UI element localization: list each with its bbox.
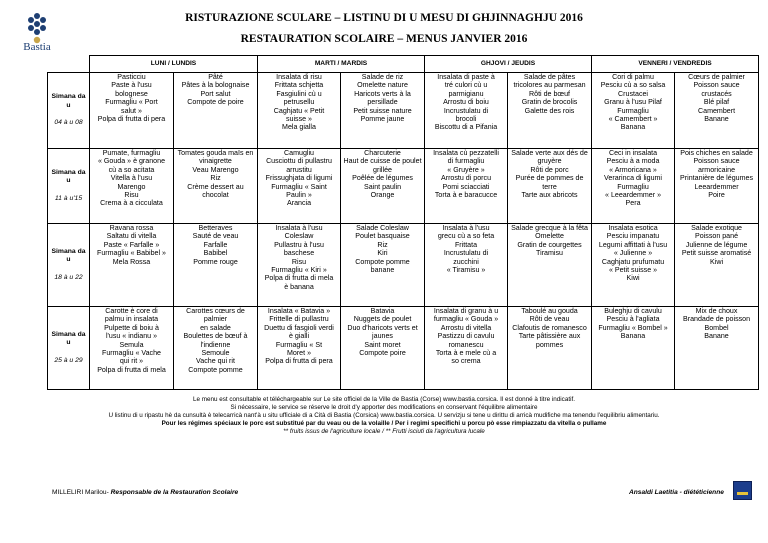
dish-line: Pomme rouge [193,257,238,266]
dish-line: Taboulé au gouda [521,307,578,315]
dish-line: vinaigrette [199,157,232,166]
dish-line: « Gouda » è granone [97,157,166,166]
dish-line: Frittata schjetta [274,81,324,90]
week-dates: 04 à u 08 [54,119,83,127]
dish-line: Semoule [201,349,230,358]
dish-line: Arrostu di porcu [440,174,492,183]
dish-line: Kiwi [626,274,640,283]
week-label: Simana da u [51,168,86,185]
dish-line: Frittata [454,240,478,249]
dish-line: grillée [373,165,392,174]
menu-cell-monday-french [174,307,258,390]
dish-line: Insalata « Batavia » [267,307,331,315]
dish-line: Fasgiulini cù u [276,89,322,98]
dish-line: Semula [119,340,144,349]
dish-line: Pois chiches en salade [680,149,753,157]
dish-line: parmigianu [448,89,484,98]
dish-line: palmu in insalata [104,315,159,324]
logo-text: Bastia [23,41,51,53]
dish-line: armoricaine [698,165,736,174]
dish-line: Carotte è core di [105,307,158,315]
dish-line: è banana [284,282,314,291]
week-row-3 [48,224,759,307]
signature-left-name: MILLELIRI Marilou- [52,489,109,496]
dish-line: Crème dessert au chocolat [187,182,244,200]
menu-cell-friday-french [675,149,759,224]
dish-line: pommes [535,340,564,349]
menu-cell-tuesday-french [341,307,425,390]
page-title-corsican: RISTURAZIONE SCULARE – LISTINU DI U MESU DI GHJINNAGHJU 2016 [185,12,583,24]
dish-line: Carottes cœurs de palmier [186,307,245,324]
dish-line: furmagliu « Gouda » [433,315,499,324]
dish-line: Banana [620,332,646,341]
dish-line: Polpa di frutta di mela [264,274,334,283]
dish-line: Cori di palmu [612,73,654,81]
dish-line: Insalata esotica [608,224,658,232]
dish-line: Saint moret [364,340,401,349]
dish-line: jaunes [372,332,393,341]
column-header-monday: LUNI / LUNDIS [90,56,258,73]
dish-line: Salade exotique [691,224,742,232]
dish-line: Frittelle di pullastru [269,315,329,324]
dish-line: Pesciu à a moda [606,157,660,166]
week-label: Simana da u [51,330,86,347]
dish-line: Kiwi [710,257,724,266]
dish-line: Biscottu di a Pifania [434,123,498,132]
dish-line: Arancia [286,199,312,208]
menu-cell-monday-corsican [90,73,174,149]
menu-cell-thursday-corsican [425,307,508,390]
dish-line: Caghjatu prufumatu [601,257,665,266]
dish-line: Saint paulin [363,182,402,191]
menu-table [47,55,759,390]
dish-line: Arrostu di boiu [443,98,489,107]
dish-line: Granu à l'usu Pilaf [604,98,662,107]
footer-line-3: U listinu di u ripastu hè da cunsultà è telecarricà nant'à u situ ufficiale di a Cità di Bastia (Corsica) www.bastia.corsica. U servizju si tene u dirittu di arricà mudifiche ma tenendu l'equilibriu alimentariu. [108,412,660,419]
dish-line: Nuggets de poulet [353,315,412,324]
week-label-cell [48,73,90,149]
week-label-cell [48,224,90,307]
dish-line: « Leeardemmer » [605,191,662,200]
dish-line: romanescu [448,340,484,349]
dish-line: Haricots verts à la [354,89,411,98]
dish-line: Furmagliu [617,182,649,191]
dish-line: Charcuterie [364,149,401,157]
dish-line: Gratin de brocolis [521,98,578,107]
dish-line: Torta à e mele cù a [435,349,497,358]
dish-line: Insalata à l'usu [275,224,323,232]
week-dates: 18 à u 22 [54,273,83,281]
menu-cell-tuesday-french [341,149,425,224]
dish-line: Banane [704,115,729,124]
menu-cell-friday-corsican [592,73,675,149]
dish-line: Insalata à l'usu [442,224,490,232]
dish-line: grecu cù a so feta [437,232,495,241]
dish-line: Ravana rossa [109,224,154,232]
dish-line: Omelette [535,232,564,241]
dish-line: Vache qui rit [196,357,235,366]
dish-line: Paste à l'usu [111,81,152,90]
dish-line: Pera [625,199,641,208]
menu-cell-thursday-corsican [425,224,508,307]
dish-line: Purée de pommes de [515,174,584,183]
dish-line: suisse » [285,115,313,124]
week-row-1 [48,73,759,149]
menu-cell-tuesday-corsican [258,149,341,224]
dish-line: Batavia [370,307,395,315]
dish-line: Bombel [704,323,729,332]
column-header-friday: VENNERI / VENDREDIS [592,56,759,73]
dish-line: baschese [283,249,315,258]
dish-line: Pullastru à l'usu [274,240,324,249]
dish-line: Furmagliu [617,106,649,115]
dish-line: Arrostu di vitella [440,323,492,332]
dish-line: petrusellu [283,98,315,107]
menu-cell-monday-corsican [90,149,174,224]
dish-line: Legumi affittati à l'usu [598,240,668,249]
dish-line: è gialli [288,332,310,341]
dish-line: Rôti de bœuf [529,89,571,98]
dish-line: Cœurs de palmier [688,73,745,81]
footer-line-1: Le menu est consultable et téléchargeable sur Le site officiel de la Ville de Bastia (Corse) www.bastia.corsica. Il est donné à titre indicatif. [193,396,575,403]
dish-line: Galette des rois [524,106,575,115]
dish-line: Pesciu à l'agliata [606,315,660,324]
dish-line: Salade de pâtes [523,73,576,81]
dish-line: bolognese [115,89,148,98]
quality-label-icon [733,481,752,500]
dish-line: Tarte pâtissière aux [518,332,581,341]
dish-line: Tomates gouda maïs en [177,149,254,157]
dish-line: Polpa di frutta di pera [97,115,166,124]
dish-line: Omelette nature [357,81,408,90]
menu-cell-friday-corsican [592,307,675,390]
dish-line: Mix de choux [695,307,738,315]
dish-line: Riz [210,174,221,183]
week-row-4 [48,307,759,390]
signature-left [52,489,238,496]
dish-line: Furmagliu « St [275,340,323,349]
dish-line: Poulet basquaise [355,232,410,241]
dish-line: Rôti de porc [530,165,569,174]
menu-cell-thursday-corsican [425,73,508,149]
dish-line: Crustacei [618,89,649,98]
menu-cell-friday-corsican [592,149,675,224]
signature-left-role: Responsable de la Restauration Scolaire [110,489,239,496]
menu-cell-thursday-french [508,149,592,224]
dish-line: Clafoutis de romanesco [512,323,587,332]
dish-line: Compote pomme [188,365,243,374]
dish-line: Babibel [203,249,228,258]
dish-line: Furmagliu « Bombel » [598,323,668,332]
dish-line: Poisson sauce [693,157,740,166]
dish-line: Pastizzu di cavulu [437,332,495,341]
dish-line: Blé pilaf [703,98,730,107]
dish-line: Duo d'haricots verts et [347,323,418,332]
dish-line: cù a so acitata [108,165,155,174]
dish-line: tricolores au parmesan [513,81,586,90]
dish-line: terre [542,182,557,191]
dish-line: Furmagliu « Vache [101,349,161,358]
dish-line: crustacés [701,89,732,98]
dish-line: Tiramisu [536,249,563,258]
dish-line: Moret » [286,349,312,358]
menu-cell-friday-french [675,73,759,149]
dish-line: Frissughjata di ligumi [265,174,333,183]
dish-line: Furmagliu « Babibel » [96,249,166,258]
dish-line: Duettu di fasgioli verdi [264,323,334,332]
column-header-thursday: GHJOVI / JEUDIS [425,56,592,73]
dish-line: salut » [121,106,142,115]
dish-line: Mela gialla [282,123,316,132]
dish-line: l'usu « indianu » [105,332,158,341]
dish-line: Brandade de poisson [683,315,751,324]
dish-line: en salade [200,323,231,332]
dish-line: Poisson sauce [693,81,740,90]
menu-cell-monday-corsican [90,224,174,307]
menu-cell-monday-french [174,224,258,307]
dish-line: Marengo [117,182,146,191]
dish-line: « Camembert » [608,115,658,124]
dish-line: Incrustulatu di [443,249,489,258]
dish-line: Crema à a cicculata [100,199,163,208]
menu-cell-tuesday-corsican [258,73,341,149]
dish-line: Furmagliu « Saint [271,182,327,191]
dish-line: « Petit suisse » [608,266,658,275]
dish-line: Pesciu cù a so salsa [600,81,666,90]
menu-cell-monday-french [174,73,258,149]
dish-line: Printanière de légumes [680,174,753,183]
week-dates: 11 à u'15 [54,194,83,202]
dish-line: zucchini [453,257,479,266]
dish-line: Banana [620,123,646,132]
dish-line: Camembert [698,106,736,115]
footer-line-4: Pour les régimes spéciaux le porc est substitué par du veau ou de la volaille / Per i regimi specifichi u porcu pò esse rimpiazzatu da vitella o pullame [161,420,607,427]
dish-line: Orange [370,191,395,200]
dish-line: « Tiramisu » [446,266,486,275]
dish-line: Pomi sciacciati [442,182,490,191]
dish-line: Pesciu impanatu [606,232,660,241]
dish-line: brocoli [455,115,477,124]
menu-cell-thursday-french [508,73,592,149]
dish-line: Salade grecque à la fêta [511,224,588,232]
menu-cell-thursday-french [508,224,592,307]
dish-line: Riz [377,240,388,249]
dish-line: tré culori cù u [444,81,488,90]
dish-line: « Armoricana » [609,165,657,174]
dish-line: Insalata di paste à [437,73,495,81]
dish-line: Camugliu [284,149,314,157]
dish-line: Leeardemmer [694,182,739,191]
dish-line: Risu [291,257,307,266]
dish-line: Poire [708,191,725,200]
menu-cell-tuesday-french [341,73,425,149]
dish-line: gruyère [537,157,562,166]
menu-cell-monday-french [174,149,258,224]
dish-line: Petit suisse nature [353,106,412,115]
week-label-cell [48,307,90,390]
dish-line: Petit suisse aromatisé [681,249,752,258]
dish-line: di furmagliu [447,157,485,166]
menu-cell-monday-corsican [90,307,174,390]
column-header-tuesday: MARTI / MARDIS [258,56,425,73]
dish-line: Incrustulatu di [443,106,489,115]
dish-line: Betteraves [198,224,233,232]
dish-line: Pomme jaune [360,115,405,124]
menu-cell-tuesday-corsican [258,224,341,307]
dish-line: « Julienne » [613,249,653,258]
menu-cell-tuesday-corsican [258,307,341,390]
dish-line: Insalata di granu à u [433,307,499,315]
dish-line: Polpa di frutta di mela [97,365,166,374]
dish-line: qui rit » [119,357,144,366]
dish-line: Risu [124,191,139,200]
dish-line: Coleslaw [284,232,314,241]
dish-line: Polpa di frutta di pera [265,357,333,366]
dish-line: Caghjatu « Petit [273,106,325,115]
footer-line-5: ** fruits issus de l'agriculture locale / ** Frutti isciuti da l'agricultura lucale [283,428,485,435]
dish-line: Pumate, furmagliu [102,149,161,157]
dish-line: l'indienne [200,340,231,349]
dish-line: Cusciottu di pullastru [266,157,332,166]
menu-cell-thursday-french [508,307,592,390]
dish-line: Ceci in insalata [608,149,658,157]
week-label-cell [48,149,90,224]
dish-line: Pulpette di boiu à [104,323,159,332]
dish-line: Julienne de légume [685,240,748,249]
dish-line: Paste « Farfalle » [103,240,160,249]
week-row-2 [48,149,759,224]
dish-line: Sauté de veau [192,232,239,241]
dish-line: Mela Rossa [112,257,151,266]
dish-line: Poêlée de légumes [352,174,413,183]
dish-line: Poisson pané [695,232,739,241]
dish-line: Vitella à l'usu [110,174,153,183]
dish-line: Salade verte aux dés de [511,149,588,157]
dish-line: Furmagliu « Port [105,98,158,107]
dish-line: Boulettes de bœuf à [183,332,248,341]
dish-line: Tarte aux abricots [521,191,578,200]
page-title-french: RESTAURATION SCOLAIRE – MENUS JANVIER 2016 [240,33,528,45]
dish-line: Pâtes à la bolognaise [181,81,250,90]
header-row [48,56,759,73]
week-label: Simana da u [51,93,86,109]
dish-line: « Gruyère » [447,165,485,174]
dish-line: Gratin de courgettes [517,240,582,249]
dish-line: Rôti de veau [529,315,570,324]
dish-line: Torta à e baracucce [434,191,498,200]
menu-cell-tuesday-french [341,224,425,307]
menu-cell-friday-corsican [592,224,675,307]
dish-line: Farfalle [203,240,228,249]
dish-line: Paulin » [286,191,312,200]
dish-line: Port salut [200,89,231,98]
dish-line: Saltatu di vitella [106,232,157,241]
dish-line: Pâté [208,73,223,81]
menu-cell-thursday-corsican [425,149,508,224]
dish-line: Pasticciu [117,73,146,81]
week-label: Simana da u [51,247,86,264]
dish-line: so crema [451,357,481,366]
dish-line: Compote poire [359,349,406,358]
dish-line: Haut de cuisse de poulet [343,157,422,166]
dish-line: banane [370,266,395,275]
dish-line: Insalata di risu [276,73,322,81]
dish-line: Furmagliu « Kiri » [271,266,327,275]
dish-line: arrustitu [286,165,312,174]
dish-line: Compote pomme [355,257,410,266]
dish-line: Buleghju di cavulu [604,307,662,315]
footer-line-2: Si nécessaire, le service se réserve le droit d'y apporter des modifications en conservant l'équilibre alimentaire [230,404,538,411]
signature-right: Ansaldi Laetitia - diététicienne [629,489,724,496]
menu-cell-friday-french [675,224,759,307]
dish-line: Banane [704,332,729,341]
corner-cell [48,56,90,73]
menu-cell-friday-french [675,307,759,390]
week-dates: 25 à u 29 [54,356,83,364]
dish-line: Insalata cù pezzatelli [433,149,499,157]
dish-line: Verarinca di ligumi [604,174,663,183]
dish-line: Salade de riz [361,73,404,81]
dish-line: persillade [367,98,398,107]
dish-line: Kiri [377,249,388,258]
dish-line: Salade Coleslaw [356,224,409,232]
dish-line: Compote de poire [187,98,244,107]
dish-line: Veau Marengo [192,165,239,174]
